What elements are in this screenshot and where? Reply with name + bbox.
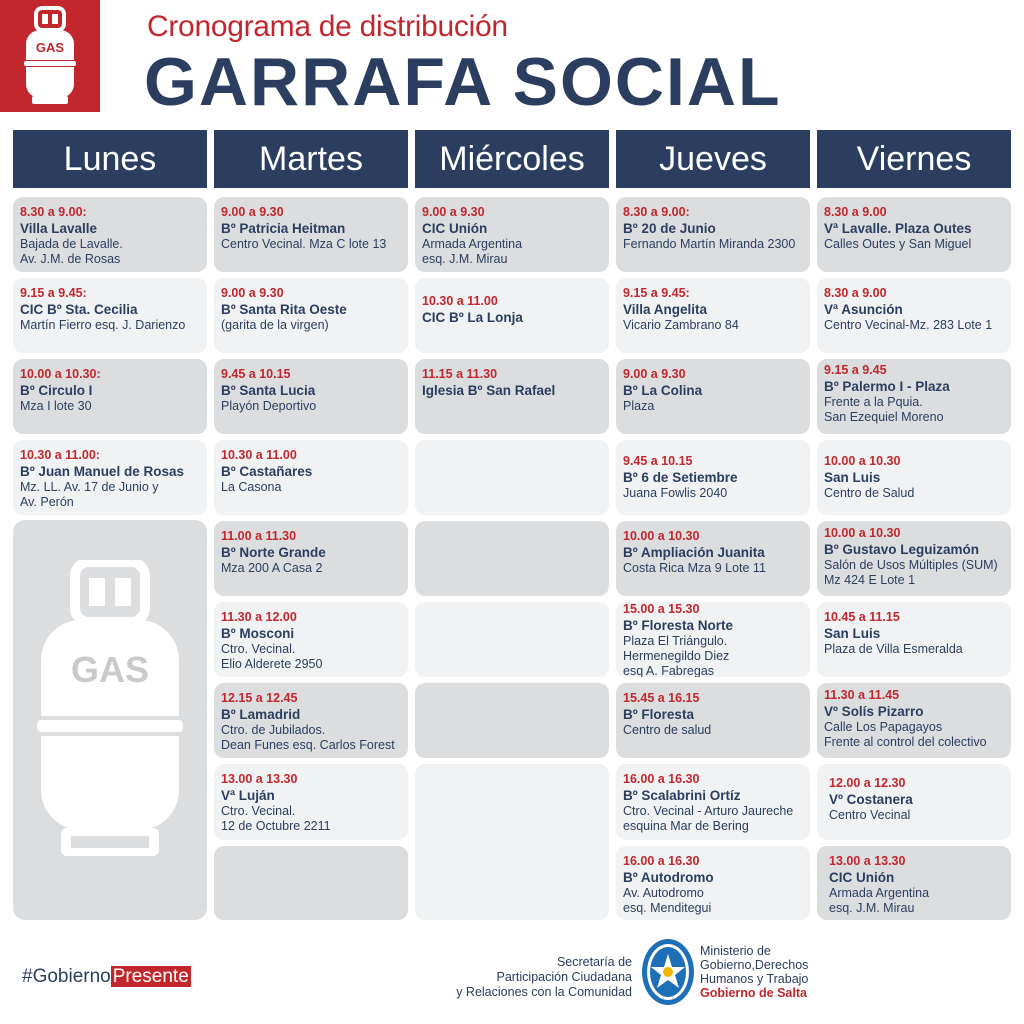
schedule-slot: 10.00 a 10.30: Bº Circulo I Mza I lote 30 bbox=[13, 359, 207, 434]
gas-cylinder-icon bbox=[23, 560, 197, 860]
schedule-slot: 10.30 a 11.00: Bº Juan Manuel de Rosas Mz. LL. Av. 17 de Junio y Av. Perón bbox=[13, 440, 207, 515]
schedule-slot: 10.00 a 10.30 San Luis Centro de Salud bbox=[817, 440, 1011, 515]
schedule-slot: 10.00 a 10.30 Bº Ampliación Juanita Costa Rica Mza 9 Lote 11 bbox=[616, 521, 810, 596]
schedule-slot: 13.00 a 13.30 CIC Unión Armada Argentina esq. J.M. Mirau bbox=[817, 846, 1011, 920]
schedule-slot: 15.00 a 15.30 Bº Floresta Norte Plaza El Triángulo. Hermenegildo Diez esq A. Fabregas bbox=[616, 602, 810, 677]
schedule-slot: 13.00 a 13.30 Vª Luján Ctro. Vecinal. 12 de Octubre 2211 bbox=[214, 764, 408, 840]
schedule-slot: 11.30 a 12.00 Bº Mosconi Ctro. Vecinal. Elio Alderete 2950 bbox=[214, 602, 408, 677]
day-header-lunes: Lunes bbox=[13, 130, 207, 188]
svg-text:GAS: GAS bbox=[35, 40, 65, 55]
schedule-slot: 9.15 a 9.45: CIC Bº Sta. Cecilia Martín Fierro esq. J. Darienzo bbox=[13, 278, 207, 353]
day-header-miercoles: Miércoles bbox=[415, 130, 609, 188]
schedule-slot: 12.15 a 12.45 Bº Lamadrid Ctro. de Jubilados. Dean Funes esq. Carlos Forest bbox=[214, 683, 408, 758]
day-header-viernes: Viernes bbox=[817, 130, 1011, 188]
schedule-slot: 9.00 a 9.30 Bº La Colina Plaza bbox=[616, 359, 810, 434]
schedule-slot: 9.00 a 9.30 CIC Unión Armada Argentina esq. J.M. Mirau bbox=[415, 197, 609, 272]
schedule-slot: 8.30 a 9.00: Villa Lavalle Bajada de Lavalle. Av. J.M. de Rosas bbox=[13, 197, 207, 272]
schedule-slot: 10.45 a 11.15 San Luis Plaza de Villa Esmeralda bbox=[817, 602, 1011, 677]
empty-slot bbox=[415, 440, 609, 515]
day-header-martes: Martes bbox=[214, 130, 408, 188]
schedule-slot: 10.30 a 11.00 CIC Bº La Lonja bbox=[415, 278, 609, 353]
salta-seal-icon bbox=[640, 936, 696, 1008]
gas-logo bbox=[0, 0, 100, 112]
subtitle: Cronograma de distribución bbox=[147, 10, 508, 43]
schedule-slot: 9.45 a 10.15 Bº Santa Lucia Playón Deportivo bbox=[214, 359, 408, 434]
schedule-slot: 11.30 a 11.45 Vº Solís Pizarro Calle Los Papagayos Frente al control del colectivo bbox=[817, 683, 1011, 758]
schedule-slot: 15.45 a 16.15 Bº Floresta Centro de salud bbox=[616, 683, 810, 758]
hashtag: #Gobierno Presente bbox=[22, 966, 189, 987]
schedule-slot: 11.00 a 11.30 Bº Norte Grande Mza 200 A Casa 2 bbox=[214, 521, 408, 596]
empty-slot bbox=[214, 846, 408, 920]
ministerio-label: Ministerio de Gobierno,Derechos Humanos y Trabajo Gobierno de Salta bbox=[700, 944, 809, 1000]
schedule-slot: 11.15 a 11.30 Iglesia Bº San Rafael bbox=[415, 359, 609, 434]
gas-cylinder-icon bbox=[18, 6, 82, 106]
schedule-slot: 9.45 a 10.15 Bº 6 de Setiembre Juana Fowlis 2040 bbox=[616, 440, 810, 515]
schedule-slot: 9.15 a 9.45: Villa Angelita Vicario Zambrano 84 bbox=[616, 278, 810, 353]
schedule-slot: 8.30 a 9.00 Vª Lavalle. Plaza Outes Calles Outes y San Miguel bbox=[817, 197, 1011, 272]
day-header-jueves: Jueves bbox=[616, 130, 810, 188]
schedule-slot: 9.00 a 9.30 Bº Santa Rita Oeste (garita de la virgen) bbox=[214, 278, 408, 353]
empty-slot bbox=[415, 764, 609, 920]
secretaria-label: Secretaría de Participación Ciudadana y Relaciones con la Comunidad bbox=[456, 955, 632, 999]
empty-slot bbox=[415, 683, 609, 758]
schedule-slot: 8.30 a 9.00: Bº 20 de Junio Fernando Martín Miranda 2300 bbox=[616, 197, 810, 272]
empty-slot bbox=[415, 602, 609, 677]
gas-cylinder-illustration bbox=[13, 520, 207, 920]
schedule-slot: 16.00 a 16.30 Bº Autodromo Av. Autodromo esq. Menditegui bbox=[616, 846, 810, 920]
schedule-slot: 10.00 a 10.30 Bº Gustavo Leguizamón Salón de Usos Múltiples (SUM) Mz 424 E Lote 1 bbox=[817, 521, 1011, 596]
schedule-slot: 10.30 a 11.00 Bº Castañares La Casona bbox=[214, 440, 408, 515]
schedule-slot: 9.15 a 9.45 Bº Palermo I - Plaza Frente a la Pquia. San Ezequiel Moreno bbox=[817, 359, 1011, 434]
empty-slot bbox=[415, 521, 609, 596]
page-title: GARRAFA SOCIAL bbox=[144, 44, 782, 120]
svg-text:GAS: GAS bbox=[70, 649, 150, 690]
schedule-slot: 12.00 a 12.30 Vº Costanera Centro Vecinal bbox=[817, 764, 1011, 840]
schedule-slot: 9.00 a 9.30 Bº Patricia Heitman Centro Vecinal. Mza C lote 13 bbox=[214, 197, 408, 272]
schedule-slot: 8.30 a 9.00 Vª Asunción Centro Vecinal-Mz. 283 Lote 1 bbox=[817, 278, 1011, 353]
schedule-slot: 16.00 a 16.30 Bº Scalabrini Ortíz Ctro. Vecinal - Arturo Jaureche esquina Mar de Bering bbox=[616, 764, 810, 840]
